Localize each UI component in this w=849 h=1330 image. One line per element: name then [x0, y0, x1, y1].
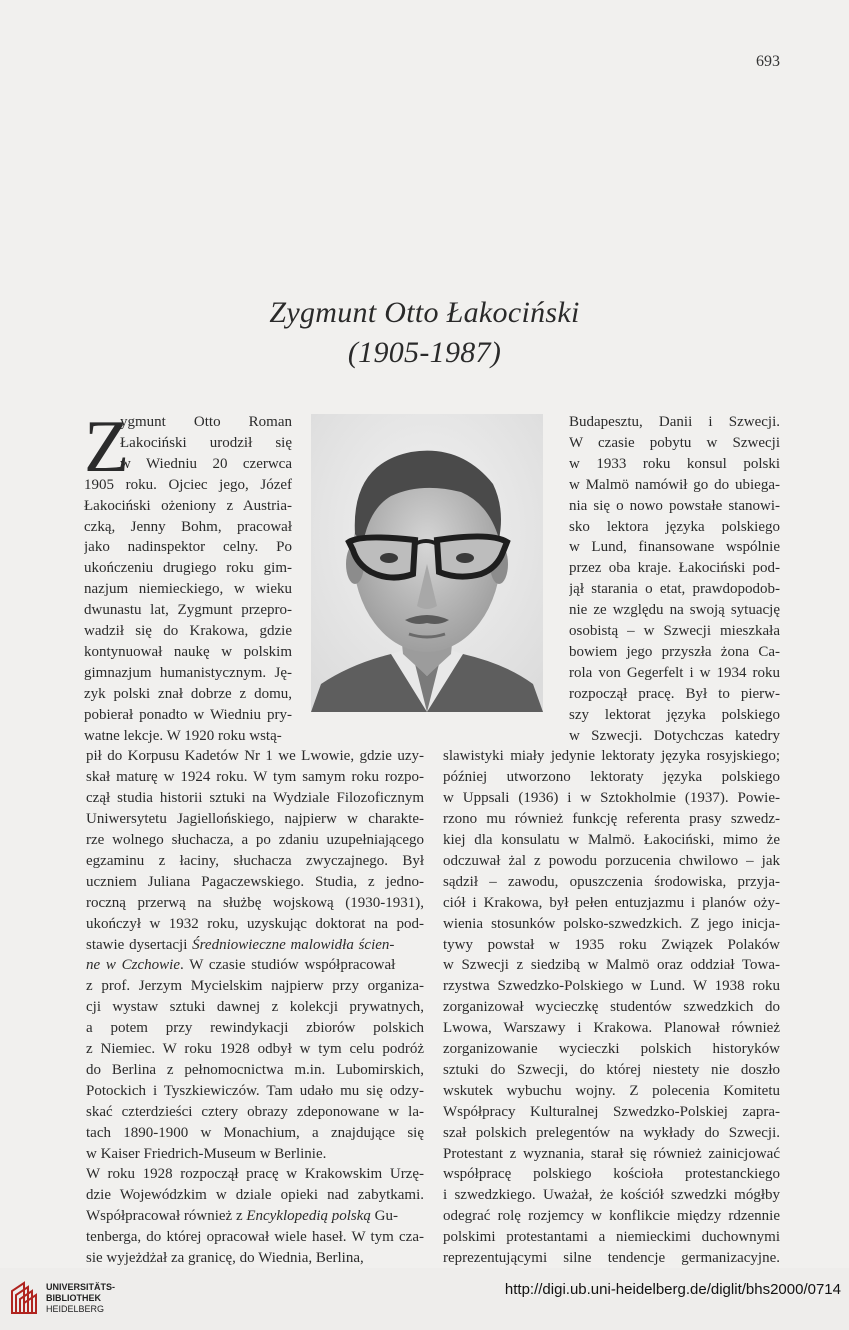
text-line: tach 1890-1900 w Monachium, a znajdujące się [86, 1124, 424, 1141]
text-line: rola von Gegerfelt i w 1934 roku [569, 664, 780, 681]
text-line: Współpracy Kulturalnej Szwedzko-Polskiej zapra- [443, 1103, 780, 1120]
text-line: dwunastu lat, Zygmunt przepro- [84, 602, 292, 619]
text-line: później utworzono lektoraty języka polskiego [443, 769, 780, 786]
text-line: jako nadinspektor celny. Po [84, 539, 292, 556]
library-logo-icon[interactable] [10, 1281, 40, 1315]
text-line: Budapesztu, Danii i Szwecji. [569, 414, 780, 430]
article-title: Zygmunt Otto Łakociński [269, 296, 580, 329]
text-line: watne lekcje. W 1920 roku wstą- [84, 727, 282, 744]
text-line: z prof. Jerzym Mycielskim najpierw przy organiza- [86, 978, 424, 995]
text-line: szy lektorat języka polskiego [569, 706, 780, 723]
encyclopedia-title: Encyklopedią polską [246, 1208, 371, 1225]
text-line: zorganizował wycieczkę studentów szwedzkich do [443, 999, 780, 1016]
text-line: w 1933 roku konsul polski [569, 455, 780, 472]
text-line: wskutek wybuchu wojny. Z polecenia Komitetu [443, 1082, 780, 1099]
text-line: w Szwecji z siedzibą w Malmö oraz oddział Towa- [443, 957, 780, 974]
library-name-line1: UNIVERSITÄTS- [46, 1282, 116, 1292]
article-dates: (1905-1987) [347, 336, 502, 369]
text-line [86, 935, 424, 955]
thesis-title: Średniowieczne malowidła ścien- [192, 936, 395, 953]
text-line: w Kaiser Friedrich-Museum w Berlinie. [86, 1145, 327, 1162]
text-line: Potockich i Tyszkiewiczów. Tam udało mu się odzy- [86, 1082, 424, 1099]
text-line: rze wolnego słuchacza, a po zdaniu uzupełniającego [86, 832, 424, 848]
text-line: rzono mu również funkcję referenta prasy szwedz- [443, 811, 780, 828]
text-line: ukończył w 1932 roku, uzyskując doktorat na pod- [86, 915, 424, 932]
source-url-link[interactable]: http://digi.ub.uni-heidelberg.de/diglit/bhs2000/0714 [504, 1281, 841, 1298]
text-line: w Szwecji. Dotychczas katedry [569, 727, 780, 744]
text-line: sztuki do Szwecji, do której niestety nie doszło [443, 1061, 780, 1078]
text-line: rzystwa Szwedzko-Polskiego w Lund. W 1938 roku [443, 978, 780, 995]
text-line: gimnazjum humanistycznym. Ję- [84, 664, 292, 681]
text-line: w Uppsali (1936) i w Sztokholmie (1937). Powie- [443, 790, 780, 807]
text-line: uczniem Juliana Pagaczewskiego. Studia, z jedno- [86, 873, 424, 890]
text-fragment: Gu- [370, 1208, 398, 1225]
text-line: tywy powstał w 1935 roku Związek Polaków [443, 936, 780, 953]
text-line: odczuwał żal z powodu porzucenia chwilowo – jak [443, 852, 780, 869]
text-line: do Berlina z pełnomocnictwa m.in. Lubomirskich, [86, 1061, 424, 1078]
library-name-line3: HEIDELBERG [46, 1304, 105, 1314]
text-line: jął starania o etat, prawdopodob- [569, 581, 780, 598]
text-line: ciół i Krakowa, był pełen entuzjazmu i planów oży- [443, 894, 780, 911]
text-line: współpracę polskiego kościoła protestanckiego [443, 1166, 780, 1183]
text-line: pobierał ponadto w Wiedniu pry- [84, 706, 292, 723]
text-line: skać czterdzieści cztery obrazy zdeponowane w la- [86, 1103, 424, 1120]
text-line: szał polskich prelegentów na wykłady do Szwecji. [443, 1124, 780, 1141]
text-line: pił do Korpusu Kadetów Nr 1 we Lwowie, gdzie uzy- [86, 748, 424, 765]
text-line: Lwowa, Warszawy i Krakowa. Planował również [443, 1020, 780, 1037]
text-line: sądził – zawodu, opuszczenia środowiska, przyja- [443, 873, 780, 890]
text-fragment: . W czasie studiów współpracował [180, 957, 396, 974]
text-line: czął studia historii sztuki na Wydziale Filozoficznym [86, 790, 424, 807]
text-line: sko lektora języka polskiego [569, 518, 780, 535]
text-line: cji wystaw sztuki dawnej z kolekcji prywatnych, [86, 999, 424, 1016]
text-line: W czasie pobytu w Szwecji [569, 434, 780, 451]
text-line: Protestant z wyznania, starał się również zainicjować [443, 1145, 780, 1162]
portrait-photo [311, 414, 543, 712]
library-name[interactable] [46, 1282, 115, 1315]
text-fragment: Współpracował również z [86, 1208, 247, 1225]
text-line: czką, Jenny Bohm, pracował [84, 518, 292, 535]
text-line: z Niemiec. W roku 1928 odbył w tym celu podróż [86, 1041, 424, 1057]
text-line: Uniwersytetu Jagiellońskiego, najpierw w charakte- [86, 811, 424, 828]
text-line: wienia stosunków polsko-szwedzkich. Z jego inicja- [443, 915, 780, 932]
text-line: w Malmö namówił go do ubiega- [569, 476, 780, 493]
text-line [86, 1206, 424, 1226]
text-line: skał maturę w 1924 roku. W tym samym roku rozpo- [86, 769, 424, 786]
text-line [86, 955, 424, 975]
text-line: i szwedzkiego. Uważał, że kościół szwedzki mógłby [443, 1187, 780, 1204]
text-line: kiej dla konsulatu w Malmö. Łakociński, mimo że [443, 832, 780, 848]
text-line: dzie Wojewódzkim w dziale opieki nad zabytkami. [86, 1187, 424, 1204]
text-line: Łakociński urodził się [120, 434, 292, 451]
text-line: egzaminu z łaciny, słuchacza zwyczajnego. Był [86, 852, 424, 869]
library-name-line2: BIBLIOTHEK [46, 1293, 101, 1303]
text-line: ukończeniu drugiego roku gim- [84, 560, 292, 577]
text-line: reprezentującymi silne tendencje germanizacyjne. [443, 1250, 780, 1266]
text-line: ygmunt Otto Roman [120, 414, 292, 430]
text-line: odegrać rolę rozjemcy w konflikcie między rdzennie [443, 1208, 780, 1225]
text-line: nazjum niemieckiego, w wieku [84, 581, 292, 598]
text-line: wadził się do Krakowa, gdzie [84, 623, 292, 639]
text-line: 1905 roku. Ojciec jego, Józef [84, 476, 292, 493]
text-line: Łakociński ożeniony z Austria- [84, 497, 292, 514]
text-line: w Lund, finansowane wspólnie [569, 539, 780, 556]
page-number: 693 [756, 53, 780, 70]
text-line: przez oba kraje. Łakociński pod- [569, 560, 780, 577]
text-line: osobistą – w Szwecji mieszkała [569, 623, 780, 639]
text-line: rozpoczął pracę. Był to pierw- [569, 685, 780, 702]
text-line: w Wiedniu 20 czerwca [120, 455, 292, 472]
drop-cap: Z [84, 406, 130, 488]
text-line: roczną przerwą na służbę wojskową (1930-1931), [86, 894, 424, 911]
text-line: tenberga, do której opracował wiele haseł. W tym cza- [86, 1229, 424, 1246]
thesis-title-continued: ne w Czchowie [86, 957, 180, 974]
text-line: slawistyki miały jedynie lektoraty języka rosyjskiego; [443, 748, 780, 765]
text-fragment: stawie dysertacji [86, 936, 193, 953]
text-line: a potem przy rewindykacji zbiorów polskich [86, 1020, 424, 1037]
text-line: nia się o nowo powstałe stanowi- [569, 497, 780, 514]
text-line: W roku 1928 rozpoczął pracę w Krakowskim Urzę- [86, 1166, 424, 1183]
text-line: polskimi protestantami a niemieckimi duchownymi [443, 1229, 780, 1246]
text-line: sie wyjeżdżał za granicę, do Wiednia, Berlina, [86, 1250, 364, 1266]
text-line: bowiem jego przyszła żona Ca- [569, 643, 780, 660]
library-footer [0, 1268, 849, 1330]
text-line: zyk polski znał dobrze z domu, [84, 685, 292, 702]
text-line: zorganizowanie wycieczki polskich historyków [443, 1041, 780, 1057]
text-line: nie ze względu na swoją sytuację [569, 602, 780, 619]
text-line: kontynuował naukę w polskim [84, 643, 292, 660]
